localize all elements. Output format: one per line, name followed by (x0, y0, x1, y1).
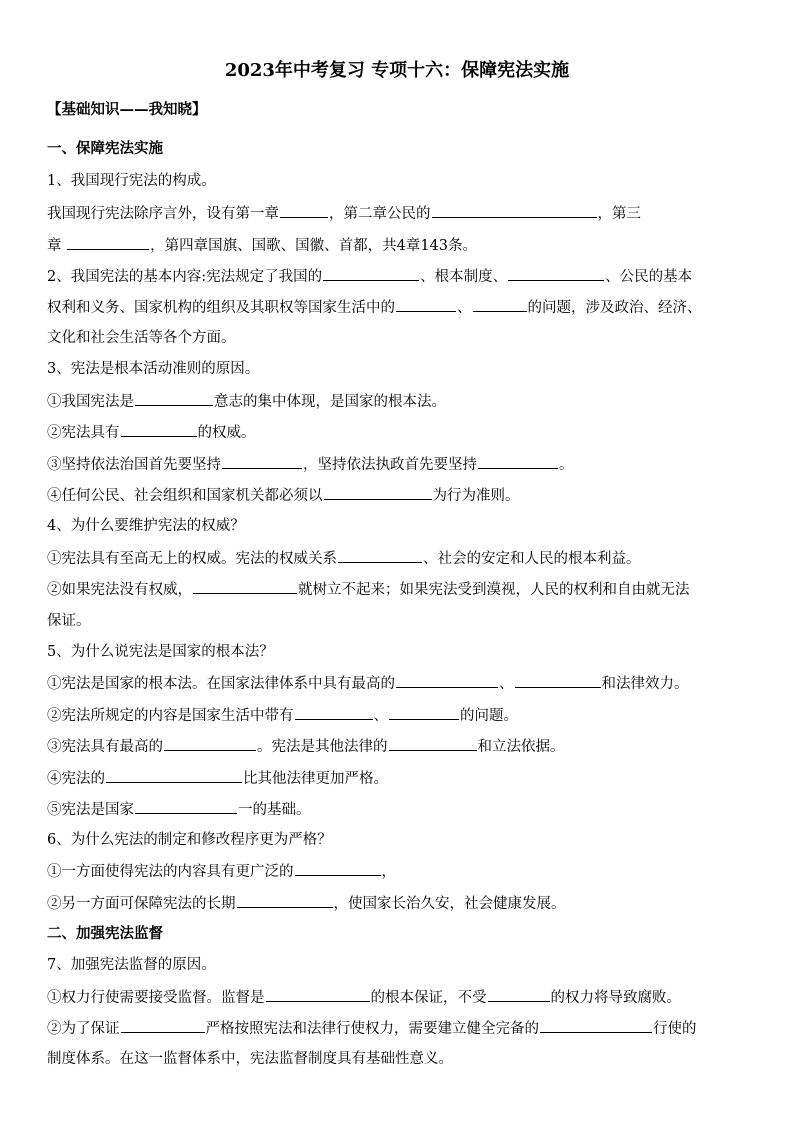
fill-in-blank[interactable] (323, 266, 419, 281)
line-text: ， (381, 864, 396, 880)
line-text: 的根本保证，不受 (370, 990, 487, 1006)
line-text: ，第三 (597, 206, 641, 222)
fill-in-blank[interactable] (432, 203, 597, 218)
fill-in-blank[interactable] (389, 705, 459, 720)
fill-in-blank[interactable] (280, 203, 328, 218)
text-line (47, 297, 747, 318)
line-text: ④任何公民、社会组织和国家机关都必须以 (47, 488, 323, 504)
text-line (47, 579, 747, 600)
line-text: 、 (373, 708, 388, 724)
fill-in-blank[interactable] (193, 579, 297, 594)
line-text: 1、我国现行宪法的构成。 (47, 173, 216, 189)
fill-in-blank[interactable] (222, 454, 302, 469)
line-text: 文化和社会生活等各个方面。 (47, 330, 236, 346)
text-line (47, 642, 747, 662)
line-text: ①一方面使得宪法的内容具有更广泛的 (47, 864, 294, 880)
line-text: ①我国宪法是 (47, 394, 134, 410)
text-line (47, 705, 747, 726)
fill-in-blank[interactable] (121, 1018, 205, 1033)
text-line (47, 768, 747, 789)
line-text: 权利和义务、国家机构的组织及其职权等国家生活中的 (47, 300, 395, 316)
line-text: 一、保障宪法实施 (47, 140, 163, 157)
line-text: ①宪法具有至高无上的权威。宪法的权威关系 (47, 551, 337, 567)
line-text: ①权力行使需要接受监督。监督是 (47, 990, 265, 1006)
fill-in-blank[interactable] (135, 391, 213, 406)
line-text: ①宪法是国家的根本法。在国家法律体系中具有最高的 (47, 676, 395, 692)
line-text: 为行为准则。 (432, 488, 520, 504)
text-line (47, 736, 747, 757)
line-text: 行使的 (653, 1021, 697, 1037)
text-line (47, 171, 747, 191)
line-text: 。 (559, 457, 574, 473)
line-text: 的权威。 (197, 425, 256, 441)
section-heading (47, 139, 747, 159)
line-text: ②宪法所规定的内容是国家生活中带有 (47, 708, 294, 724)
text-line (47, 611, 747, 631)
line-text: ②如果宪法没有权威， (47, 582, 192, 598)
text-line (47, 391, 747, 412)
fill-in-blank[interactable] (389, 736, 477, 751)
line-text: 的权力将导致腐败。 (550, 990, 681, 1006)
fill-in-blank[interactable] (67, 235, 149, 250)
fill-in-blank[interactable] (121, 422, 197, 437)
line-text: 二、加强宪法监督 (47, 925, 163, 942)
line-text: 【基础知识——我知晓】 (47, 101, 207, 118)
line-text: 、社会的安定和人民的根本利益。 (423, 551, 641, 567)
line-text: ②为了保证 (47, 1021, 120, 1037)
line-text: 2、我国宪法的基本内容:宪法规定了我国的 (47, 269, 323, 285)
line-text: 。宪法是其他法律的 (257, 739, 388, 755)
line-text: 就树立不起来；如果宪法受到漠视，人民的权利和自由就无法 (298, 582, 690, 598)
line-text: 一的基础。 (238, 802, 311, 818)
text-line (47, 422, 747, 443)
line-text: 、 (457, 300, 472, 316)
line-text: 和法律效力。 (601, 676, 689, 692)
fill-in-blank[interactable] (295, 861, 381, 876)
fill-in-blank[interactable] (515, 673, 601, 688)
line-text: 和立法依据。 (477, 739, 565, 755)
fill-in-blank[interactable] (135, 799, 237, 814)
fill-in-blank[interactable] (266, 987, 370, 1002)
line-text: 6、为什么宪法的制定和修改程序更为严格？ (47, 832, 332, 848)
text-line (47, 203, 747, 224)
fill-in-blank[interactable] (540, 1018, 652, 1033)
text-line (47, 830, 747, 850)
text-line (47, 987, 747, 1008)
fill-in-blank[interactable] (237, 893, 333, 908)
text-line (47, 516, 747, 536)
line-text: 3、宪法是根本活动准则的原因。 (47, 361, 260, 377)
line-text: 严格按照宪法和法律行使权力，需要建立健全完备的 (205, 1021, 539, 1037)
line-text: ④宪法的 (47, 771, 105, 787)
line-text: ②另一方面可保障宪法的长期 (47, 896, 236, 912)
line-text: ，使国家长治久安，社会健康发展。 (333, 896, 566, 912)
text-line (47, 673, 747, 694)
fill-in-blank[interactable] (396, 297, 456, 312)
line-text: 章 (47, 238, 67, 254)
text-line (47, 454, 747, 475)
line-text: 7、加强宪法监督的原因。 (47, 957, 216, 973)
section-heading (47, 100, 747, 120)
line-text: 比其他法律更加严格。 (243, 771, 388, 787)
text-line (47, 235, 747, 256)
line-text: 、 (499, 676, 514, 692)
fill-in-blank[interactable] (488, 987, 550, 1002)
line-text: ，坚持依法执政首先要坚持 (303, 457, 477, 473)
text-line (47, 328, 747, 348)
text-line (47, 1049, 747, 1069)
line-text: ③宪法具有最高的 (47, 739, 163, 755)
fill-in-blank[interactable] (473, 297, 527, 312)
line-text: ，第四章国旗、国歌、国徽、首都，共4章143条。 (150, 238, 478, 254)
line-text: ，第二章公民的 (329, 206, 431, 222)
fill-in-blank[interactable] (164, 736, 256, 751)
text-line (47, 799, 747, 820)
text-line (47, 861, 747, 882)
text-line (47, 485, 747, 506)
line-text: 的问题，涉及政治、经济、 (527, 300, 702, 316)
line-text: 意志的集中体现，是国家的根本法。 (214, 394, 446, 410)
fill-in-blank[interactable] (106, 768, 242, 783)
text-line (47, 359, 747, 379)
line-text: 的问题。 (460, 708, 518, 724)
line-text: 制度体系。在这一监督体系中，宪法监督制度具有基础性意义。 (47, 1051, 453, 1067)
fill-in-blank[interactable] (324, 485, 432, 500)
line-text: ③坚持依法治国首先要坚持 (47, 457, 221, 473)
page-title: 2023年中考复习 专项十六：保障宪法实施 (224, 60, 570, 81)
line-text: 我国现行宪法除序言外，设有第一章 (47, 206, 279, 222)
fill-in-blank[interactable] (338, 548, 422, 563)
fill-in-blank[interactable] (478, 454, 558, 469)
text-line (47, 955, 747, 975)
fill-in-blank[interactable] (396, 673, 498, 688)
line-text: 4、为什么要维护宪法的权威？ (47, 518, 245, 534)
section-heading (47, 924, 747, 944)
text-line (47, 893, 747, 914)
text-line (47, 1018, 747, 1039)
line-text: 5、为什么说宪法是国家的根本法？ (47, 644, 274, 660)
fill-in-blank[interactable] (508, 266, 604, 281)
line-text: ②宪法具有 (47, 425, 120, 441)
text-line (47, 548, 747, 569)
line-text: 保证。 (47, 613, 91, 629)
fill-in-blank[interactable] (295, 705, 373, 720)
line-text: 、公民的基本 (605, 269, 693, 285)
line-text: 、根本制度、 (420, 269, 508, 285)
text-line (47, 266, 747, 287)
line-text: ⑤宪法是国家 (47, 802, 134, 818)
